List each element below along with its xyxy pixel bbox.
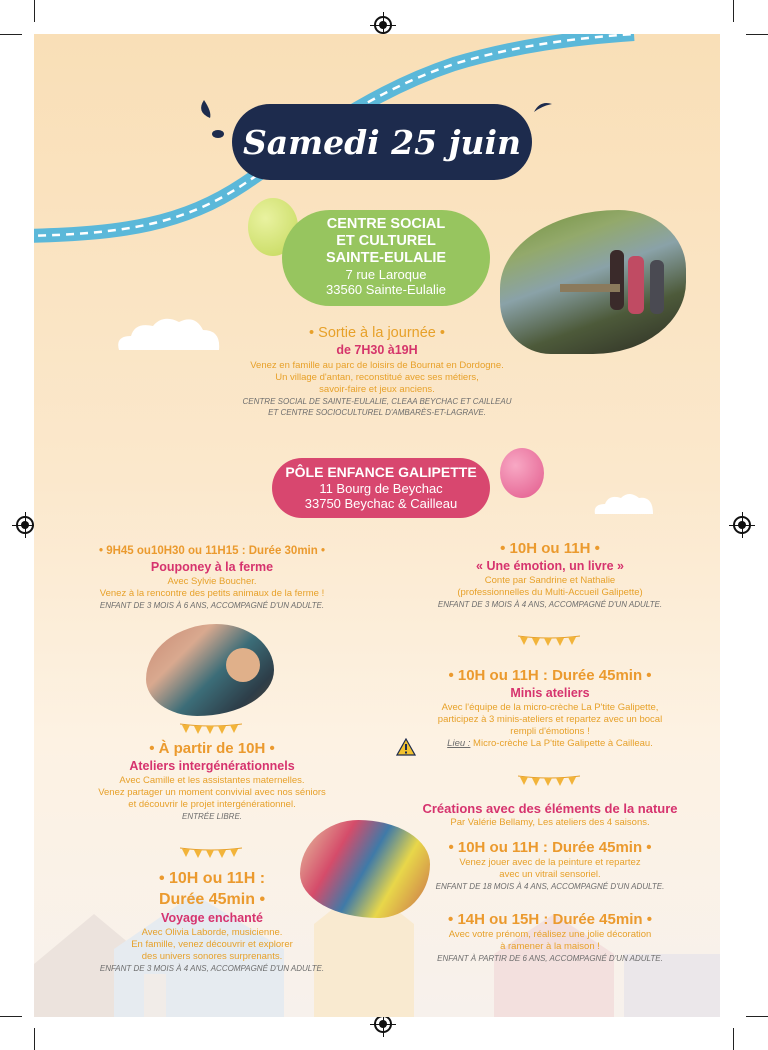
event-line: Venez jouer avec de la peinture et repartez bbox=[459, 857, 641, 868]
registration-mark-icon bbox=[374, 1015, 392, 1033]
event-time: • 10H ou 11H • bbox=[500, 540, 600, 557]
cloud-icon bbox=[592, 490, 658, 516]
event-line: Avec l'équipe de la micro-crèche La P'tite Galipette, bbox=[441, 702, 659, 713]
pink-balloon-icon bbox=[500, 448, 544, 498]
event-note: ENFANT DE 3 MOIS À 4 ANS, ACCOMPAGNÉ D'UN ADULTE. bbox=[437, 600, 663, 609]
event-time: • 9H45 ou10H30 ou 11H15 : Durée 30min • bbox=[98, 545, 325, 557]
sortie-time: de 7H30 à19H bbox=[336, 343, 418, 357]
event-line: à ramener à la maison ! bbox=[500, 941, 600, 952]
registration-mark-icon bbox=[16, 516, 34, 534]
sortie-desc bbox=[184, 360, 570, 396]
event-line: rempli d'émotions ! bbox=[510, 726, 590, 737]
date-title: Samedi 25 juin bbox=[232, 104, 532, 180]
event-title: Voyage enchanté bbox=[161, 911, 263, 925]
centre-name-line2: ET CULTUREL bbox=[336, 233, 436, 249]
sortie-note-line: ET CENTRE SOCIOCULTUREL D'AMBARÈS-ET-LAGRAVE. bbox=[268, 408, 486, 417]
creations-nature-header bbox=[394, 800, 706, 829]
crop-mark bbox=[34, 0, 35, 22]
event-time-line1: • 10H ou 11H : bbox=[158, 870, 266, 887]
event-time: • 14H ou 15H : Durée 45min • bbox=[448, 911, 652, 928]
pole-address-line2: 33750 Beychac & Cailleau bbox=[304, 496, 458, 511]
event-subtitle: Par Valérie Bellamy, Les ateliers des 4 saisons. bbox=[450, 817, 650, 828]
event-ateliers-intergenerationnels bbox=[48, 740, 376, 822]
event-line: et découvrir le projet intergénérationnel. bbox=[128, 799, 296, 810]
event-note: ENFANT DE 18 MOIS À 4 ANS, ACCOMPAGNÉ D'UN ADULTE. bbox=[435, 882, 665, 891]
sortie-note-line: CENTRE SOCIAL DE SAINTE-EULALIE, CLEAA BEYCHAC ET CAILLEAU bbox=[242, 397, 512, 406]
event-minis-ateliers bbox=[394, 666, 706, 750]
event-title: Minis ateliers bbox=[510, 686, 590, 700]
crop-mark bbox=[733, 1028, 734, 1050]
crop-mark bbox=[746, 1016, 768, 1017]
event-line: participez à 3 minis-ateliers et repartez avec un bocal bbox=[437, 714, 663, 725]
sortie-desc-line: Un village d'antan, reconstitué avec ses métiers, bbox=[275, 372, 479, 383]
place-value: Micro-crèche La P'tite Galipette à Cailleau. bbox=[470, 738, 653, 749]
event-line: avec un vitrail sensoriel. bbox=[499, 869, 601, 880]
centre-address-line1: 7 rue Laroque bbox=[345, 267, 427, 282]
sortie-note bbox=[184, 396, 570, 418]
event-line: Avec Sylvie Boucher. bbox=[167, 576, 257, 587]
pole-enfance-card bbox=[272, 458, 490, 518]
crop-mark bbox=[0, 1016, 22, 1017]
bunting-icon bbox=[518, 634, 580, 648]
event-line: Venez partager un moment convivial avec nos séniors bbox=[98, 787, 326, 798]
sortie-desc-line: Venez en famille au parc de loisirs de Bournat en Dordogne. bbox=[250, 360, 504, 371]
event-une-emotion-un-livre bbox=[394, 539, 706, 610]
event-time: • 10H ou 11H : Durée 45min • bbox=[448, 667, 652, 684]
sortie-section bbox=[184, 324, 570, 418]
crop-mark bbox=[0, 34, 22, 35]
bunting-icon bbox=[180, 846, 242, 860]
place-label: Lieu : bbox=[447, 738, 471, 749]
crop-mark bbox=[733, 0, 734, 22]
centre-name-line1: CENTRE SOCIAL bbox=[326, 216, 446, 232]
bunting-icon bbox=[180, 722, 242, 736]
event-pouponey bbox=[48, 543, 376, 611]
event-line: Avec Camille et les assistantes maternelles. bbox=[119, 775, 305, 786]
crop-mark bbox=[34, 1028, 35, 1050]
registration-mark-icon bbox=[374, 16, 392, 34]
event-time: • 10H ou 11H : Durée 45min • bbox=[448, 839, 652, 856]
event-line: (professionnelles du Multi-Accueil Galipette) bbox=[457, 587, 643, 598]
event-creations-14h bbox=[394, 910, 706, 964]
event-title: « Une émotion, un livre » bbox=[476, 559, 624, 573]
centre-address-line2: 33560 Sainte-Eulalie bbox=[326, 282, 446, 297]
event-line: Avec Olivia Laborde, musicienne. bbox=[141, 927, 283, 938]
warning-icon bbox=[396, 738, 416, 756]
event-line: Venez à la rencontre des petits animaux de la ferme ! bbox=[99, 588, 325, 599]
event-time-line2: Durée 45min • bbox=[158, 891, 266, 908]
event-line: Avec votre prénom, réalisez une jolie décoration bbox=[448, 929, 652, 940]
registration-mark-icon bbox=[733, 516, 751, 534]
sortie-heading: • Sortie à la journée • bbox=[309, 325, 445, 341]
event-line: des univers sonores surprenants. bbox=[141, 951, 283, 962]
event-title: Créations avec des éléments de la nature bbox=[422, 801, 678, 816]
event-time: • À partir de 10H • bbox=[149, 740, 275, 757]
event-title: Pouponey à la ferme bbox=[150, 560, 274, 574]
crop-mark bbox=[746, 34, 768, 35]
bunting-icon bbox=[518, 774, 580, 788]
pole-name: PÔLE ENFANCE GALIPETTE bbox=[285, 464, 477, 480]
event-note: ENFANT À PARTIR DE 6 ANS, ACCOMPAGNÉ D'UN ADULTE. bbox=[437, 954, 663, 963]
farm-animals-photo bbox=[146, 624, 274, 716]
flyer-page bbox=[34, 34, 720, 1017]
event-note: ENFANT DE 3 MOIS À 6 ANS, ACCOMPAGNÉ D'UN ADULTE. bbox=[99, 601, 325, 610]
event-title: Ateliers intergénérationnels bbox=[129, 759, 295, 773]
event-note: ENFANT DE 3 MOIS À 4 ANS, ACCOMPAGNÉ D'UN ADULTE. bbox=[99, 964, 325, 973]
event-place bbox=[394, 738, 706, 750]
event-line: En famille, venez découvrir et explorer bbox=[131, 939, 293, 950]
pole-address-line1: 11 Bourg de Beychac bbox=[319, 481, 443, 496]
centre-social-card bbox=[282, 210, 490, 306]
event-note: ENTRÉE LIBRE. bbox=[181, 812, 242, 821]
event-creations-10h bbox=[394, 838, 706, 892]
centre-name-line3: SAINTE-EULALIE bbox=[325, 250, 447, 266]
event-line: Conte par Sandrine et Nathalie bbox=[484, 575, 616, 586]
sortie-desc-line: savoir-faire et jeux anciens. bbox=[319, 384, 435, 395]
